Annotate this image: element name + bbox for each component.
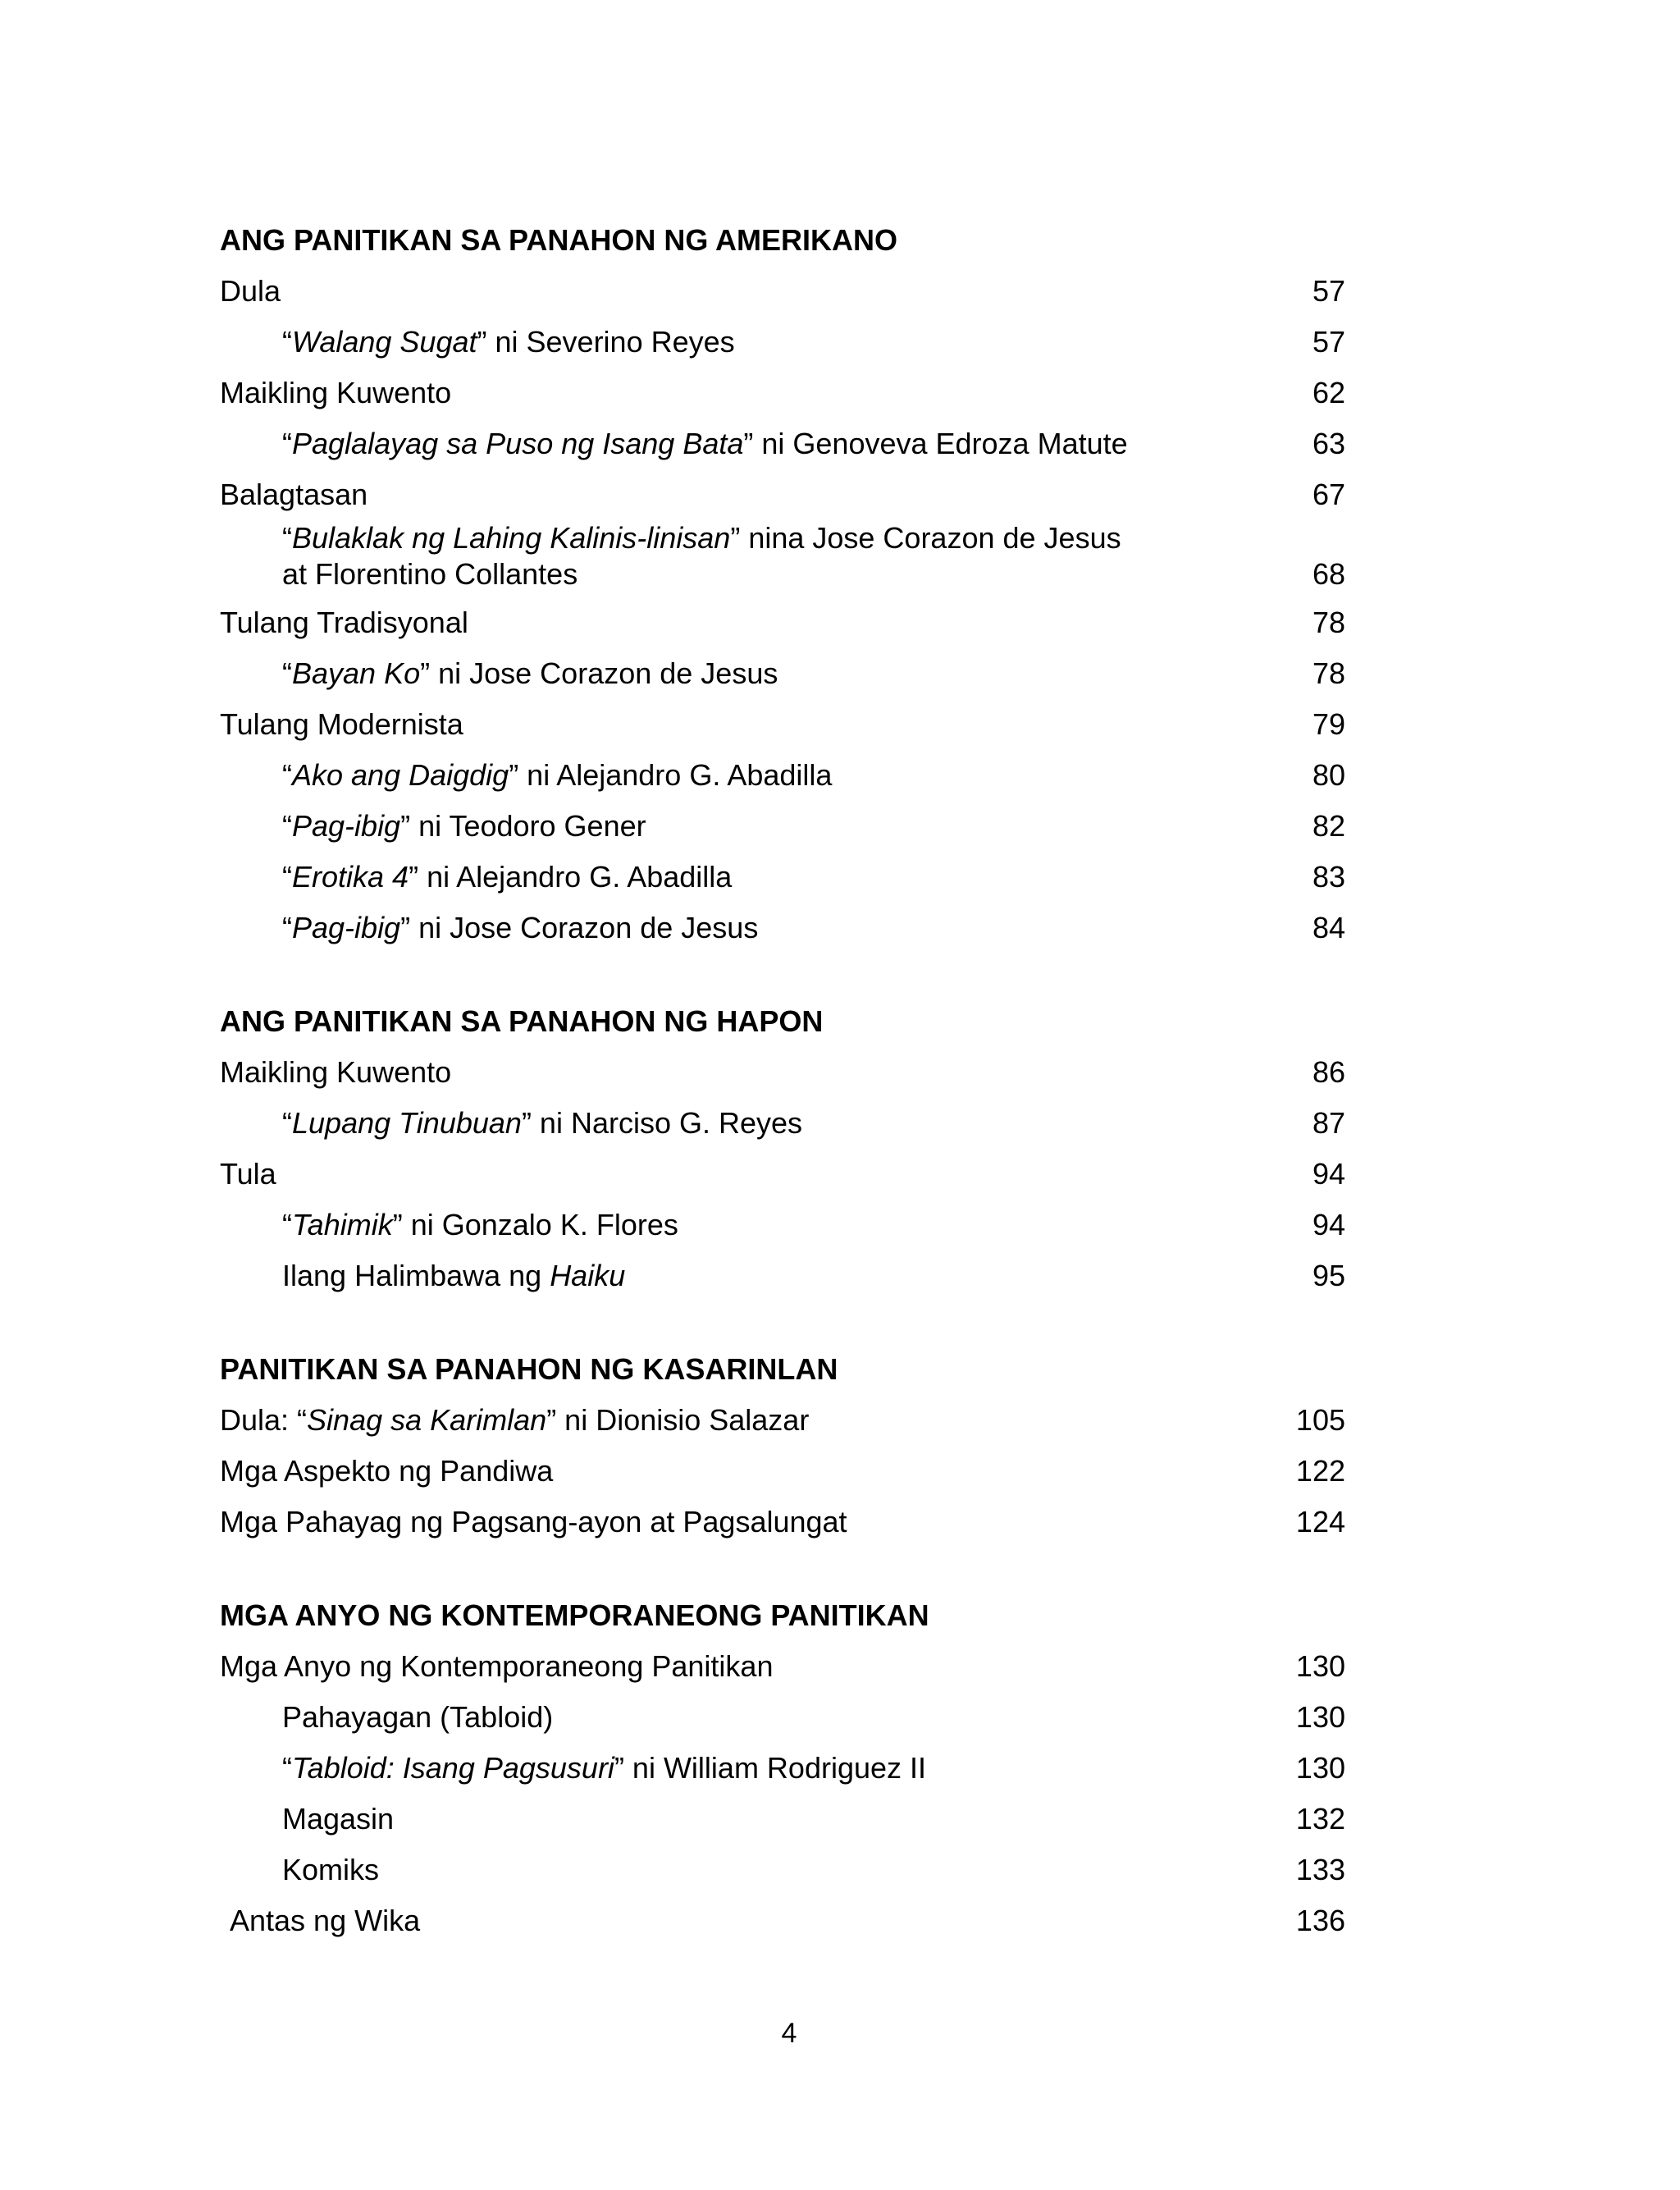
entry-title: [220, 1054, 1280, 1090]
entry-text: Mga Aspekto ng Pandiwa: [220, 1454, 554, 1488]
open-quote: “: [282, 427, 292, 460]
entry-page-number: 94: [1312, 1157, 1345, 1191]
entry-prefix: Ilang Halimbawa ng: [282, 1259, 550, 1292]
entry-text: Pahayagan (Tabloid): [282, 1700, 554, 1734]
open-quote: “: [282, 911, 292, 944]
entry-title: [220, 1453, 1280, 1489]
section-heading: ANG PANITIKAN SA PANAHON NG HAPON: [220, 1004, 824, 1038]
open-quote: “: [282, 860, 292, 894]
toc-entry: [220, 1895, 1345, 1946]
entry-title: [220, 426, 1280, 462]
entry-title: [220, 808, 1280, 844]
entry-page-number: 57: [1312, 325, 1345, 359]
toc-entry: [220, 317, 1345, 368]
open-quote: “: [282, 325, 292, 359]
open-quote: “: [282, 1106, 292, 1140]
open-quote: “: [282, 521, 292, 555]
entry-title: [220, 910, 1280, 946]
open-quote: “: [282, 1208, 292, 1241]
work-title: Bayan Ko: [292, 656, 421, 690]
toc-entry: [220, 699, 1345, 750]
entry-page-number: 80: [1312, 758, 1345, 792]
entry-title: [220, 520, 1280, 592]
toc-entry: [220, 1845, 1345, 1895]
entry-page-number: 122: [1295, 1454, 1345, 1488]
entry-page-number: 78: [1312, 606, 1345, 639]
toc-entry: [220, 1098, 1345, 1149]
work-title: Haiku: [550, 1259, 626, 1292]
entry-page-number: 132: [1295, 1802, 1345, 1836]
toc-entry: [220, 801, 1345, 852]
entry-title: [220, 477, 1280, 513]
entry-page-number: 84: [1312, 911, 1345, 944]
entry-title: [220, 706, 1280, 743]
toc-entry: [220, 1743, 1345, 1794]
entry-author: ” ni Jose Corazon de Jesus: [400, 911, 759, 944]
entry-page-number: 130: [1295, 1700, 1345, 1734]
toc-entry: [220, 852, 1345, 903]
entry-page-number: 62: [1312, 376, 1345, 409]
work-title: Lupang Tinubuan: [292, 1106, 522, 1140]
work-title: Walang Sugat: [292, 325, 477, 359]
entry-title: [220, 1105, 1280, 1141]
entry-page-number: 130: [1295, 1751, 1345, 1785]
open-quote: “: [282, 656, 292, 690]
toc-section: [220, 1590, 1345, 1946]
entry-page-number: 124: [1295, 1505, 1345, 1538]
entry-title: [220, 1258, 1280, 1294]
entry-title: [220, 1156, 1280, 1192]
entry-author: ” ni Jose Corazon de Jesus: [420, 656, 778, 690]
entry-text: Komiks: [282, 1853, 380, 1886]
entry-page-number: 67: [1312, 478, 1345, 511]
section-heading: PANITIKAN SA PANAHON NG KASARINLAN: [220, 1352, 838, 1386]
entry-page-number: 86: [1312, 1055, 1345, 1089]
entry-page-number: 105: [1295, 1403, 1345, 1437]
entry-author: ” ni Narciso G. Reyes: [521, 1106, 803, 1140]
entry-prefix: Dula: “: [220, 1403, 308, 1437]
entry-page-number: 95: [1312, 1259, 1345, 1292]
section-heading: MGA ANYO NG KONTEMPORANEONG PANITIKAN: [220, 1598, 929, 1632]
entry-text: Maikling Kuwento: [220, 376, 452, 409]
entry-text: Maikling Kuwento: [220, 1055, 452, 1089]
entry-text: Dula: [220, 274, 281, 308]
entry-title: [220, 1903, 1280, 1939]
entry-text: Magasin: [282, 1802, 395, 1836]
entry-page-number: 136: [1295, 1904, 1345, 1937]
toc-entry: [220, 1497, 1345, 1548]
work-title: Bulaklak ng Lahing Kalinis-linisan: [292, 521, 731, 555]
entry-author: ” ni Alejandro G. Abadilla: [509, 758, 833, 792]
entry-title: [220, 1207, 1280, 1243]
entry-author: ” ni Dionisio Salazar: [546, 1403, 810, 1437]
open-quote: “: [282, 758, 292, 792]
work-title: Paglalayag sa Puso ng Isang Bata: [292, 427, 744, 460]
entry-title: [220, 1648, 1280, 1685]
toc-entry: [220, 903, 1345, 953]
toc-entry: [220, 597, 1345, 648]
toc-entry: [220, 1692, 1345, 1743]
toc-entry: [220, 648, 1345, 699]
entry-text: Mga Pahayag ng Pagsang-ayon at Pagsalungat: [220, 1505, 847, 1538]
entry-text: Antas ng Wika: [230, 1904, 421, 1937]
entry-text: Tula: [220, 1157, 276, 1191]
entry-title: [220, 375, 1280, 411]
entry-title: [220, 605, 1280, 641]
entry-title: [220, 1801, 1280, 1837]
toc-entry: [220, 750, 1345, 801]
entry-page-number: 79: [1312, 707, 1345, 741]
toc-entry: [220, 266, 1345, 317]
work-title: Pag-ibig: [292, 809, 401, 843]
open-quote: “: [282, 1751, 292, 1785]
entry-page-number: 78: [1312, 656, 1345, 690]
entry-title: [220, 1852, 1280, 1888]
entry-author: ” ni Alejandro G. Abadilla: [409, 860, 733, 894]
toc-section: [220, 215, 1345, 953]
toc-entry: [220, 1250, 1345, 1301]
entry-author: ” ni Gonzalo K. Flores: [392, 1208, 678, 1241]
entry-title: [220, 324, 1280, 360]
work-title: Tabloid: Isang Pagsusuri: [292, 1751, 614, 1785]
toc-entry: [220, 1641, 1345, 1692]
entry-page-number: 63: [1312, 427, 1345, 460]
table-of-contents: [220, 215, 1345, 1946]
entry-page-number: 87: [1312, 1106, 1345, 1140]
entry-author: ” nina Jose Corazon de Jesus: [730, 521, 1121, 555]
entry-text: Tulang Tradisyonal: [220, 606, 468, 639]
entry-text: Mga Anyo ng Kontemporaneong Panitikan: [220, 1649, 774, 1683]
work-title: Sinag sa Karimlan: [307, 1403, 547, 1437]
entry-title: [220, 1699, 1280, 1735]
entry-text: Tulang Modernista: [220, 707, 463, 741]
toc-entry: [220, 520, 1345, 597]
entry-author-line2: at Florentino Collantes: [282, 557, 578, 591]
entry-author: ” ni Severino Reyes: [477, 325, 735, 359]
section-heading: ANG PANITIKAN SA PANAHON NG AMERIKANO: [220, 223, 897, 257]
work-title: Tahimik: [292, 1208, 393, 1241]
entry-title: [220, 1402, 1280, 1438]
entry-page-number: 82: [1312, 809, 1345, 843]
toc-entry: [220, 1446, 1345, 1497]
entry-title: [220, 1504, 1280, 1540]
entry-page-number: 83: [1312, 860, 1345, 894]
entry-page-number: 133: [1295, 1853, 1345, 1886]
entry-page-number: 68: [1312, 557, 1345, 591]
entry-title: [220, 273, 1280, 309]
entry-author: ” ni William Rodriguez II: [614, 1751, 927, 1785]
entry-author: ” ni Genoveva Edroza Matute: [743, 427, 1128, 460]
entry-title: [220, 859, 1280, 895]
entry-title: [220, 757, 1280, 793]
toc-entry: [220, 418, 1345, 469]
toc-entry: [220, 1200, 1345, 1250]
entry-page-number: 94: [1312, 1208, 1345, 1241]
toc-entry: [220, 368, 1345, 418]
entry-page-number: 130: [1295, 1649, 1345, 1683]
work-title: Ako ang Daigdig: [292, 758, 509, 792]
toc-section: [220, 1344, 1345, 1548]
toc-entry: [220, 469, 1345, 520]
toc-entry: [220, 1047, 1345, 1098]
entry-author: ” ni Teodoro Gener: [400, 809, 646, 843]
page-number: 4: [781, 2018, 797, 2049]
work-title: Pag-ibig: [292, 911, 401, 944]
toc-entry: [220, 1149, 1345, 1200]
entry-title: [220, 1750, 1280, 1786]
toc-entry: [220, 1794, 1345, 1845]
entry-page-number: 57: [1312, 274, 1345, 308]
work-title: Erotika 4: [292, 860, 409, 894]
entry-text: Balagtasan: [220, 478, 368, 511]
entry-title: [220, 656, 1280, 692]
toc-entry: [220, 1395, 1345, 1446]
toc-section: [220, 996, 1345, 1301]
open-quote: “: [282, 809, 292, 843]
